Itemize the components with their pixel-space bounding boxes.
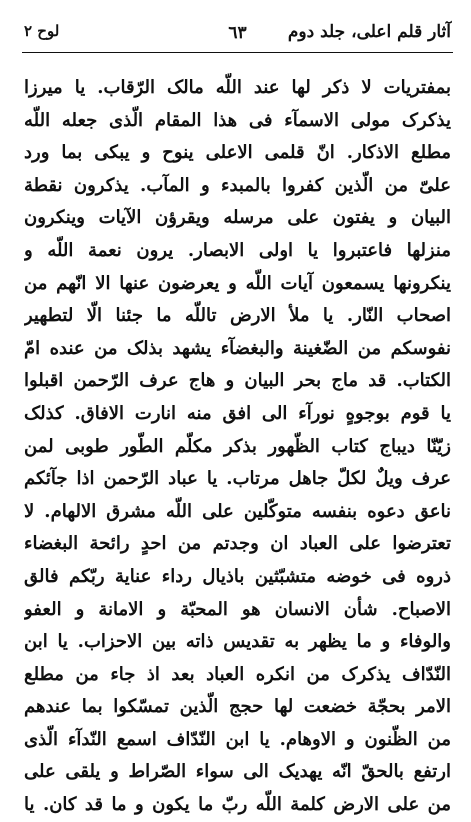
text-line: بمفتریات لا ذکر لها عند اللّه مالک الرّقاب. یا میرزا (24, 77, 451, 98)
body-text (24, 72, 451, 822)
header-rule (22, 52, 453, 53)
page-number: ٦٣ (228, 23, 247, 43)
text-line: اصحاب النّار. یا ملأ الارض تاللّه ما جئنا الّا لتطهیر (24, 305, 451, 327)
text-line: النّدّاف یذکرک من انکره العباد بعد اذ جاء من مطلع (24, 663, 451, 685)
text-line: من علی الارض کلمة اللّه ربّ ما یکون و ما قد کان. یا (24, 794, 451, 816)
text-line: الاصباح. شأن الانسان هو المحبّة و الامانة و العفو (24, 598, 451, 620)
text-line: الکتاب. قد ماج بحر البیان و هاج عرف الرّحمن اقبلوا (24, 370, 451, 392)
text-line: تعترضوا علی العباد ان وجدتم من احدٍ رائحة البغضاء (24, 533, 451, 555)
text-line: عرف ویلٌ لکلّ جاهل مرتاب. یا عباد الرّحمن اذا جآئکم (24, 468, 451, 490)
text-line: منزلها فاعتبروا یا اولی الابصار. یرون نعمة اللّه و (24, 239, 451, 261)
text-line: ذروه فی خوضه متشبّثین باذیال رداء عنایة ربّکم فالق (24, 565, 451, 587)
text-line: نفوسکم من الضّغینة والبغضآء یشهد بذلک من عنده امّ (24, 337, 451, 359)
text-line: یا قوم بوجوهٍ نورآء الی افق منه انارت الافاق. کذلک (24, 402, 451, 424)
tablet-label: لوح ٢ (24, 22, 60, 40)
text-line: زیّنّا دیباج کتاب الظّهور بذکر مکلّم الطّور طوبی لمن (24, 435, 451, 457)
text-line: علیّ من الّذین کفروا بالمبدء و المآب. یذکرون نقطة (24, 174, 451, 196)
text-line: ارتفع بالحقّ انّه یهدیک الی سواء الصّراط و یلقی علی (24, 761, 451, 783)
text-line: ناعق دعوه بنفسه متوکّلین علی اللّه مشرق الالهام. لا (24, 500, 451, 522)
text-line: الامر بحجّة خضعت لها حجج الّذین تمسّکوا بما عندهم (24, 696, 451, 718)
page-header (24, 22, 451, 52)
text-line: البیان و یفتون علی مرسله ویقرؤن الآیات وینکرون (24, 207, 451, 229)
text-line: ینکرونها یسمعون آیات اللّه و یعرضون عنها الا انّهم من (24, 272, 451, 294)
text-line: مطلع الاذکار. انّ قلمی الاعلی ینوح و یبکی بما ورد (24, 142, 451, 164)
text-line: من الظّنون و الاوهام. یا ابن النّدّاف اسمع النّدآء الّذی (24, 728, 451, 750)
text-line: یذکرک مولی الاسمآء فی هذا المقام الّذی جعله اللّه (24, 109, 451, 131)
text-line: والوفاء و ما یظهر به تقدیس ذاته بین الاحزاب. یا ابن (24, 631, 451, 653)
book-title: آثار قلم اعلی، جلد دوم (287, 22, 451, 42)
